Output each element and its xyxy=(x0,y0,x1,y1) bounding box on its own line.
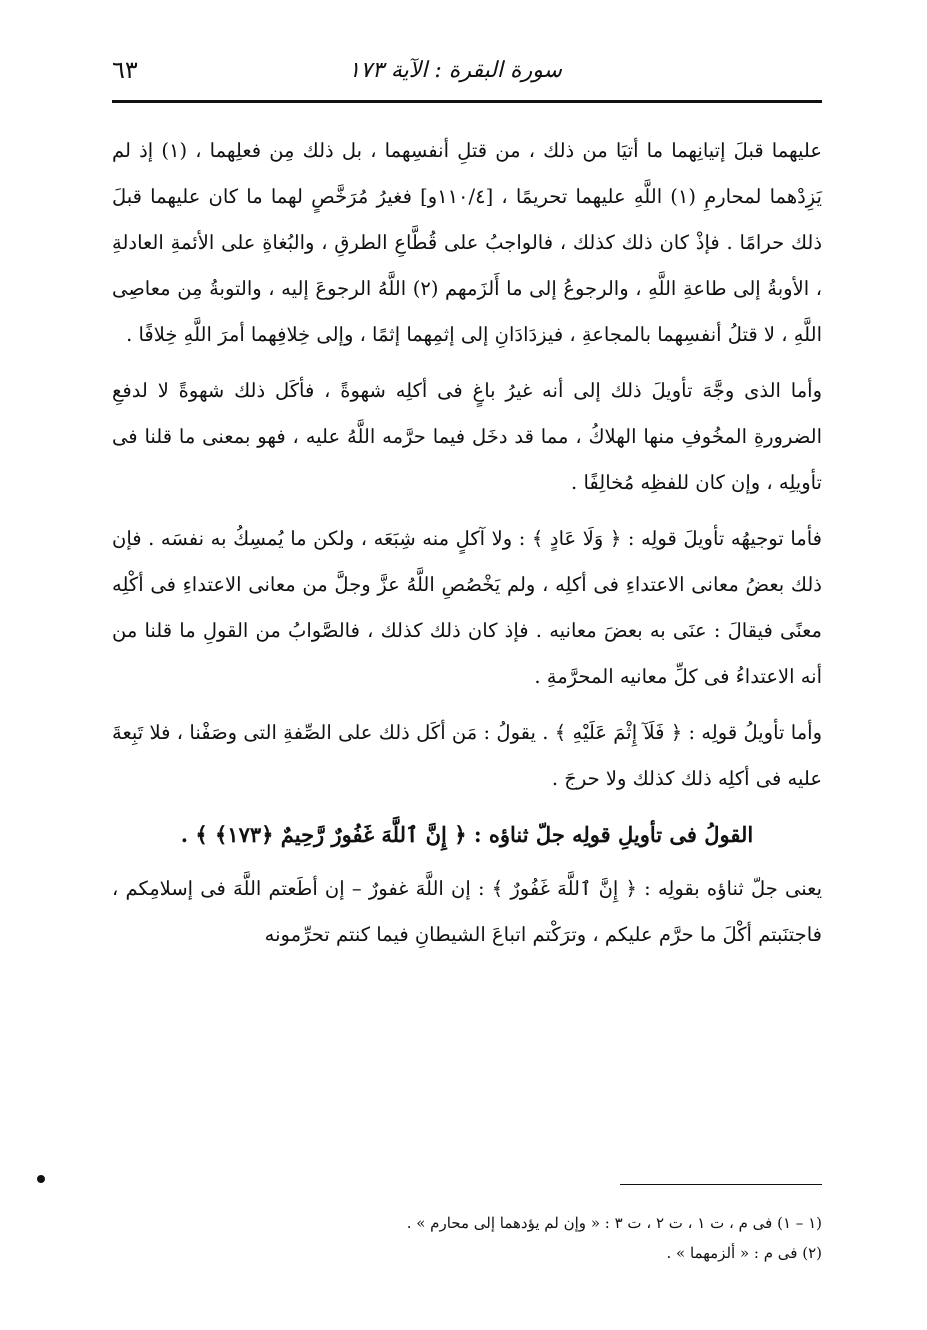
paragraph-4: وأما تأويلُ قولِه : ﴿ فَلَآ إِثْمَ عَلَيْهِ ﴾ . يقولُ : مَن أكَل ذلك على الصِّفةِ التى وصَفْنا ، فلا تَبِعةَ عليه فى أكلِه ذلك كذلك ولا حرجَ . xyxy=(112,721,822,790)
running-title: سورة البقرة : الآية ١٧٣ xyxy=(348,58,562,83)
main-text xyxy=(112,128,822,968)
page-number: ٦٣ xyxy=(112,56,138,84)
margin-dot-mark xyxy=(36,1174,46,1184)
footnotes xyxy=(112,1208,822,1268)
paragraph-2: وأما الذى وجَّهَ تأويلَ ذلك إلى أنه غيرُ باغٍ فى أكلِه شهوةً ، فأكَل ذلك شهوةً لا لدفعِ الضرورةِ المخُوفِ منها الهلاكُ ، مما قد دخَل فيما حرَّمه اللَّهُ عليه ، فهو بمعنى ما قلنا فى تأويلِه ، وإن كان للفظِه مُخالِفًا . xyxy=(112,379,822,494)
closing-paragraph: يعنى جلّ ثناؤه بقولِه : ﴿ إِنَّ ٱللَّهَ غَفُورٌ ﴾ : إن اللَّهَ غفورٌ – إن أطَعتم اللَّهَ فى إسلامِكم ، فاجتنَبتم أكْلَ ما حرَّم عليكم ، وترَكْتم اتباعَ الشيطانِ فيما كنتم تحرِّمونه xyxy=(112,877,822,946)
footnote-rule xyxy=(620,1184,822,1185)
paragraph-1: عليهما قبلَ إتيانِهما ما أتيَا من ذلك ، من قتلِ أنفسِهما ، بل ذلك مِن فعلِهما ، (١) إذ لم يَزِدْهما لمحارمِ (١) اللَّهِ عليهما تحريمًا ، [١١٠/٤و] فغيرُ مُرَخَّصٍ لهما ما كان عليهما قبلَ ذلك حرامًا . فإذْ كان ذلك كذلك ، فالواجبُ على قُطَّاعِ الطرقِ ، والبُغاةِ على الأئمةِ العادلةِ ، الأوبةُ إلى طاعةِ اللَّهِ ، والرجوعُ إلى ما أَلزَمهم (٢) اللَّهُ الرجوعَ إليه ، والتوبةُ مِن معاصِى اللَّهِ ، لا قتلُ أنفسِهما بالمجاعةِ ، فيزدَادَانِ إلى إثمِهما إثمًا ، وإلى خِلافِهما أمرَ اللَّهِ خِلافًا . xyxy=(112,139,822,346)
footnote-2: (٢) فى م : « ألزمهما » . xyxy=(666,1244,822,1262)
header-rule xyxy=(112,100,822,103)
page-header xyxy=(112,52,822,96)
paragraph-3: فأما توجيهُه تأويلَ قولِه : ﴿ وَلَا عَادٍ ﴾ : ولا آكلٍ منه شِبَعَه ، ولكن ما يُمسِكُ به نفسَه . فإن ذلك بعضُ معانى الاعتداءِ فى أكلِه ، ولم يَخْصُصِ اللَّهُ عزَّ وجلَّ من معانى الاعتداءِ فى أكْلِه معنًى فيقالَ : عنَى به بعضَ معانيه . فإذ كان ذلك كذلك ، فالصَّوابُ من القولِ ما قلنا من أنه الاعتداءُ فى كلِّ معانيه المحرَّمةِ . xyxy=(112,527,822,688)
footnote-1: (١ – ١) فى م ، ت ١ ، ت ٢ ، ت ٣ : « وإن لم يؤدهما إلى محارم » . xyxy=(406,1214,822,1232)
section-heading: القولُ فى تأويلِ قولِه جلّ ثناؤه : ﴿ إِنَّ ٱللَّهَ غَفُورٌ رَّحِيمٌ ﴿١٧٣﴾ ﴾ . xyxy=(180,822,754,847)
